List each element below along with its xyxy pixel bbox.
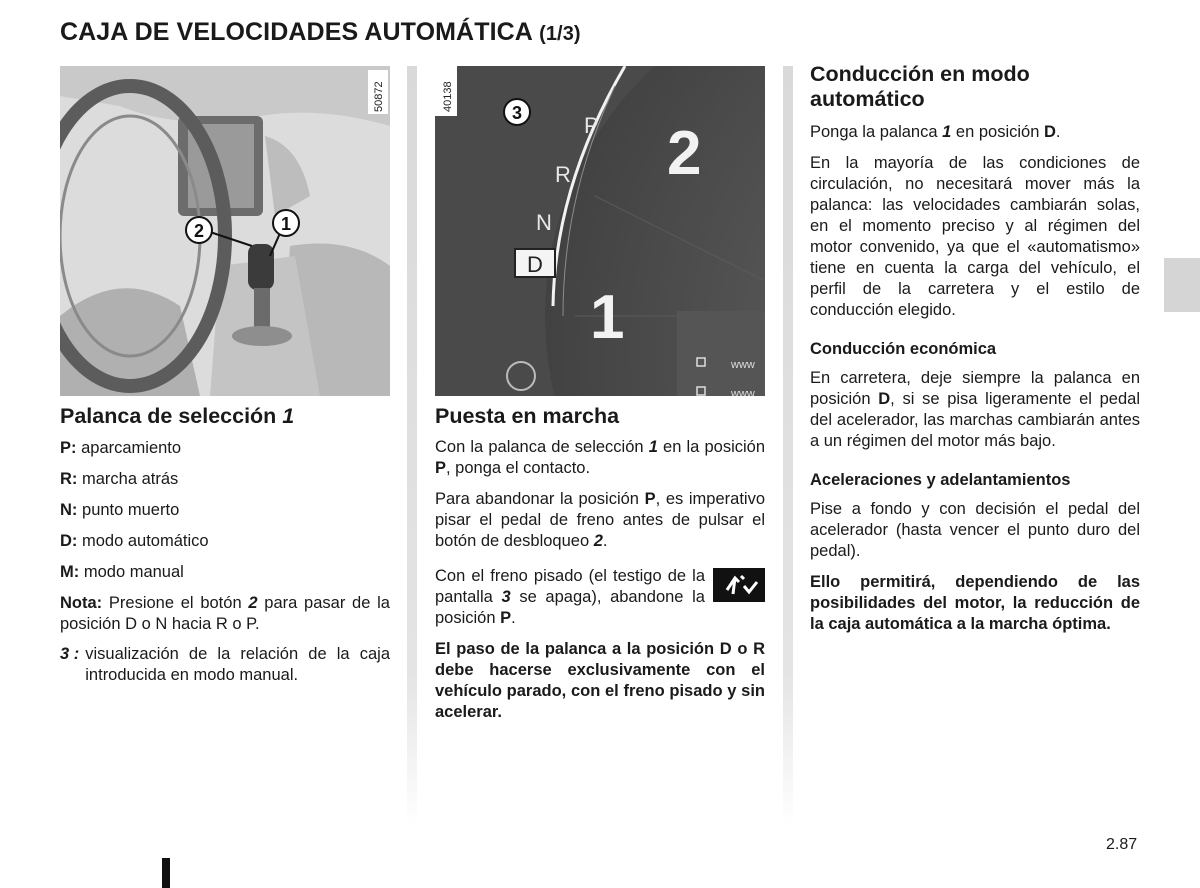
p1-text-b: en posición	[955, 123, 1040, 141]
auto-paragraph-1	[810, 122, 1140, 143]
note-label: Nota:	[60, 594, 103, 612]
start-paragraph-1	[435, 437, 765, 479]
start-paragraph-2	[435, 489, 765, 552]
list-item	[60, 438, 390, 459]
heading-gear-selector-text: Palanca de selección	[60, 404, 277, 428]
gear-n: N	[536, 210, 552, 235]
start-paragraph-3	[435, 566, 765, 629]
gear-p: P	[584, 113, 599, 138]
heading-gear-selector	[60, 404, 390, 429]
p2-text-b: , es imperativo pisar el pedal de freno antes de pulsar el botón de desbloqueo	[435, 490, 765, 550]
gauge-number-2: 2	[667, 119, 702, 188]
auto-paragraph-4: Pise a fondo y con decisión el pedal del acelerador (hasta vencer el punto duro del pedal).	[810, 500, 1140, 560]
callout-1: 1	[280, 214, 292, 234]
note-paragraph	[60, 593, 390, 635]
p1-num: 1	[648, 438, 658, 456]
column-separator-2	[783, 66, 793, 826]
list-item	[60, 469, 390, 490]
p1-text-a: Ponga la palanca	[810, 123, 938, 141]
p1-pos: P	[435, 459, 447, 477]
p3-num: 3	[501, 588, 511, 606]
column-separator-1	[407, 66, 417, 826]
item-text: modo manual	[83, 563, 184, 581]
list-item	[60, 562, 390, 583]
p3-text-b: de la pantalla	[435, 567, 706, 606]
column-gear-selector	[60, 404, 390, 686]
note-text-a: Presione el botón	[108, 594, 242, 612]
item-key: M:	[60, 563, 80, 581]
title-main: CAJA DE VELOCIDADES AUTOMÁTICA	[60, 18, 533, 46]
brake-warning-icon	[713, 568, 765, 602]
p3-text-d: .	[511, 609, 516, 627]
auto-paragraph-5: Ello permitirá, dependiendo de las posibilidades del motor, la reducción de la caja automática a la marcha óptima.	[810, 573, 1140, 633]
p3-pos: P	[500, 609, 512, 627]
column-start-up	[435, 404, 765, 733]
p3-text-c: se apaga), abandone la posición	[435, 588, 705, 627]
instrument-cluster-illustration	[435, 66, 765, 396]
p2-text-a: Para abandonar la posición	[435, 490, 639, 508]
p1-num: 1	[942, 123, 952, 141]
gear-d: D	[527, 252, 543, 277]
screen-text-1: www	[731, 359, 755, 371]
title-part: (1/3)	[539, 23, 581, 45]
callout-3: 3	[511, 103, 523, 123]
item3-key: 3 :	[60, 645, 80, 663]
item-text: punto muerto	[82, 501, 180, 519]
column-auto-mode	[810, 62, 1140, 645]
p2-num: 2	[593, 532, 603, 550]
list-item	[60, 531, 390, 552]
screen-text-2: www	[731, 388, 755, 396]
p1-pos: D	[1043, 123, 1056, 141]
gear-lever-illustration	[60, 66, 390, 396]
item3-paragraph	[60, 644, 390, 686]
list-item	[60, 500, 390, 521]
subheading-acceleration: Aceleraciones y adelantamientos	[810, 471, 1071, 489]
p2-text-c: .	[602, 532, 608, 550]
page-title	[60, 18, 581, 47]
note-num: 2	[248, 594, 258, 612]
item-key: R:	[60, 470, 78, 488]
p1-text-a: Con la palanca de selección	[435, 438, 644, 456]
p3-text-a: Con el freno pisado (el testigo	[435, 567, 662, 585]
p3-text-a: En carretera, deje siempre la palanca en posición	[810, 369, 1140, 408]
p3-pos: D	[878, 390, 891, 408]
gauge-number-1: 1	[590, 283, 625, 352]
auto-paragraph-2: En la mayoría de las condiciones de circulación, no necesitará mover más la palanca: las velocidades cambiarán solas, en el momento preciso y al régimen del motor convenido, ya que el «automatismo» tiene en cuenta la carga del vehículo, el perfil de la carretera y el estilo de conducción elegido.	[810, 154, 1140, 319]
note-text-b: para pasar de la posición D o N hacia R o P.	[60, 594, 390, 633]
figure-ref-middle: 40138	[442, 81, 454, 112]
item3-text: visualización de la relación de la caja introducida en modo manual.	[85, 645, 390, 684]
p1-text-c: , ponga el contacto.	[446, 459, 591, 477]
heading-auto-mode: Conducción en modo automático	[810, 62, 1030, 111]
subheading-eco: Conducción económica	[810, 340, 997, 358]
figure-ref-left: 50872	[373, 81, 385, 112]
p2-pos: P	[644, 490, 656, 508]
page-number: 2.87	[1106, 836, 1138, 853]
start-warning: El paso de la palanca a la posición D o R debe hacerse exclusivamente con el vehículo parado, con el freno pisado y sin acelerar.	[435, 640, 765, 721]
crop-mark	[162, 858, 170, 888]
item-text: marcha atrás	[82, 470, 179, 488]
p1-text-b: en la posición	[663, 438, 766, 456]
p3-text-b: , si se pisa ligeramente el pedal del acelerador, las marchas cambiarán antes a un régimen del motor más bajo.	[810, 390, 1140, 450]
item-key: P:	[60, 439, 77, 457]
item-text: aparcamiento	[81, 439, 182, 457]
item-text: modo automático	[82, 532, 209, 550]
heading-start-up: Puesta en marcha	[435, 404, 620, 428]
gear-r: R	[555, 162, 571, 187]
callout-2: 2	[193, 221, 205, 241]
section-tab	[1164, 258, 1200, 312]
heading-gear-selector-num: 1	[282, 404, 295, 428]
item-key: D:	[60, 532, 78, 550]
p1-text-c: .	[1055, 123, 1061, 141]
item-key: N:	[60, 501, 78, 519]
auto-paragraph-3	[810, 368, 1140, 452]
